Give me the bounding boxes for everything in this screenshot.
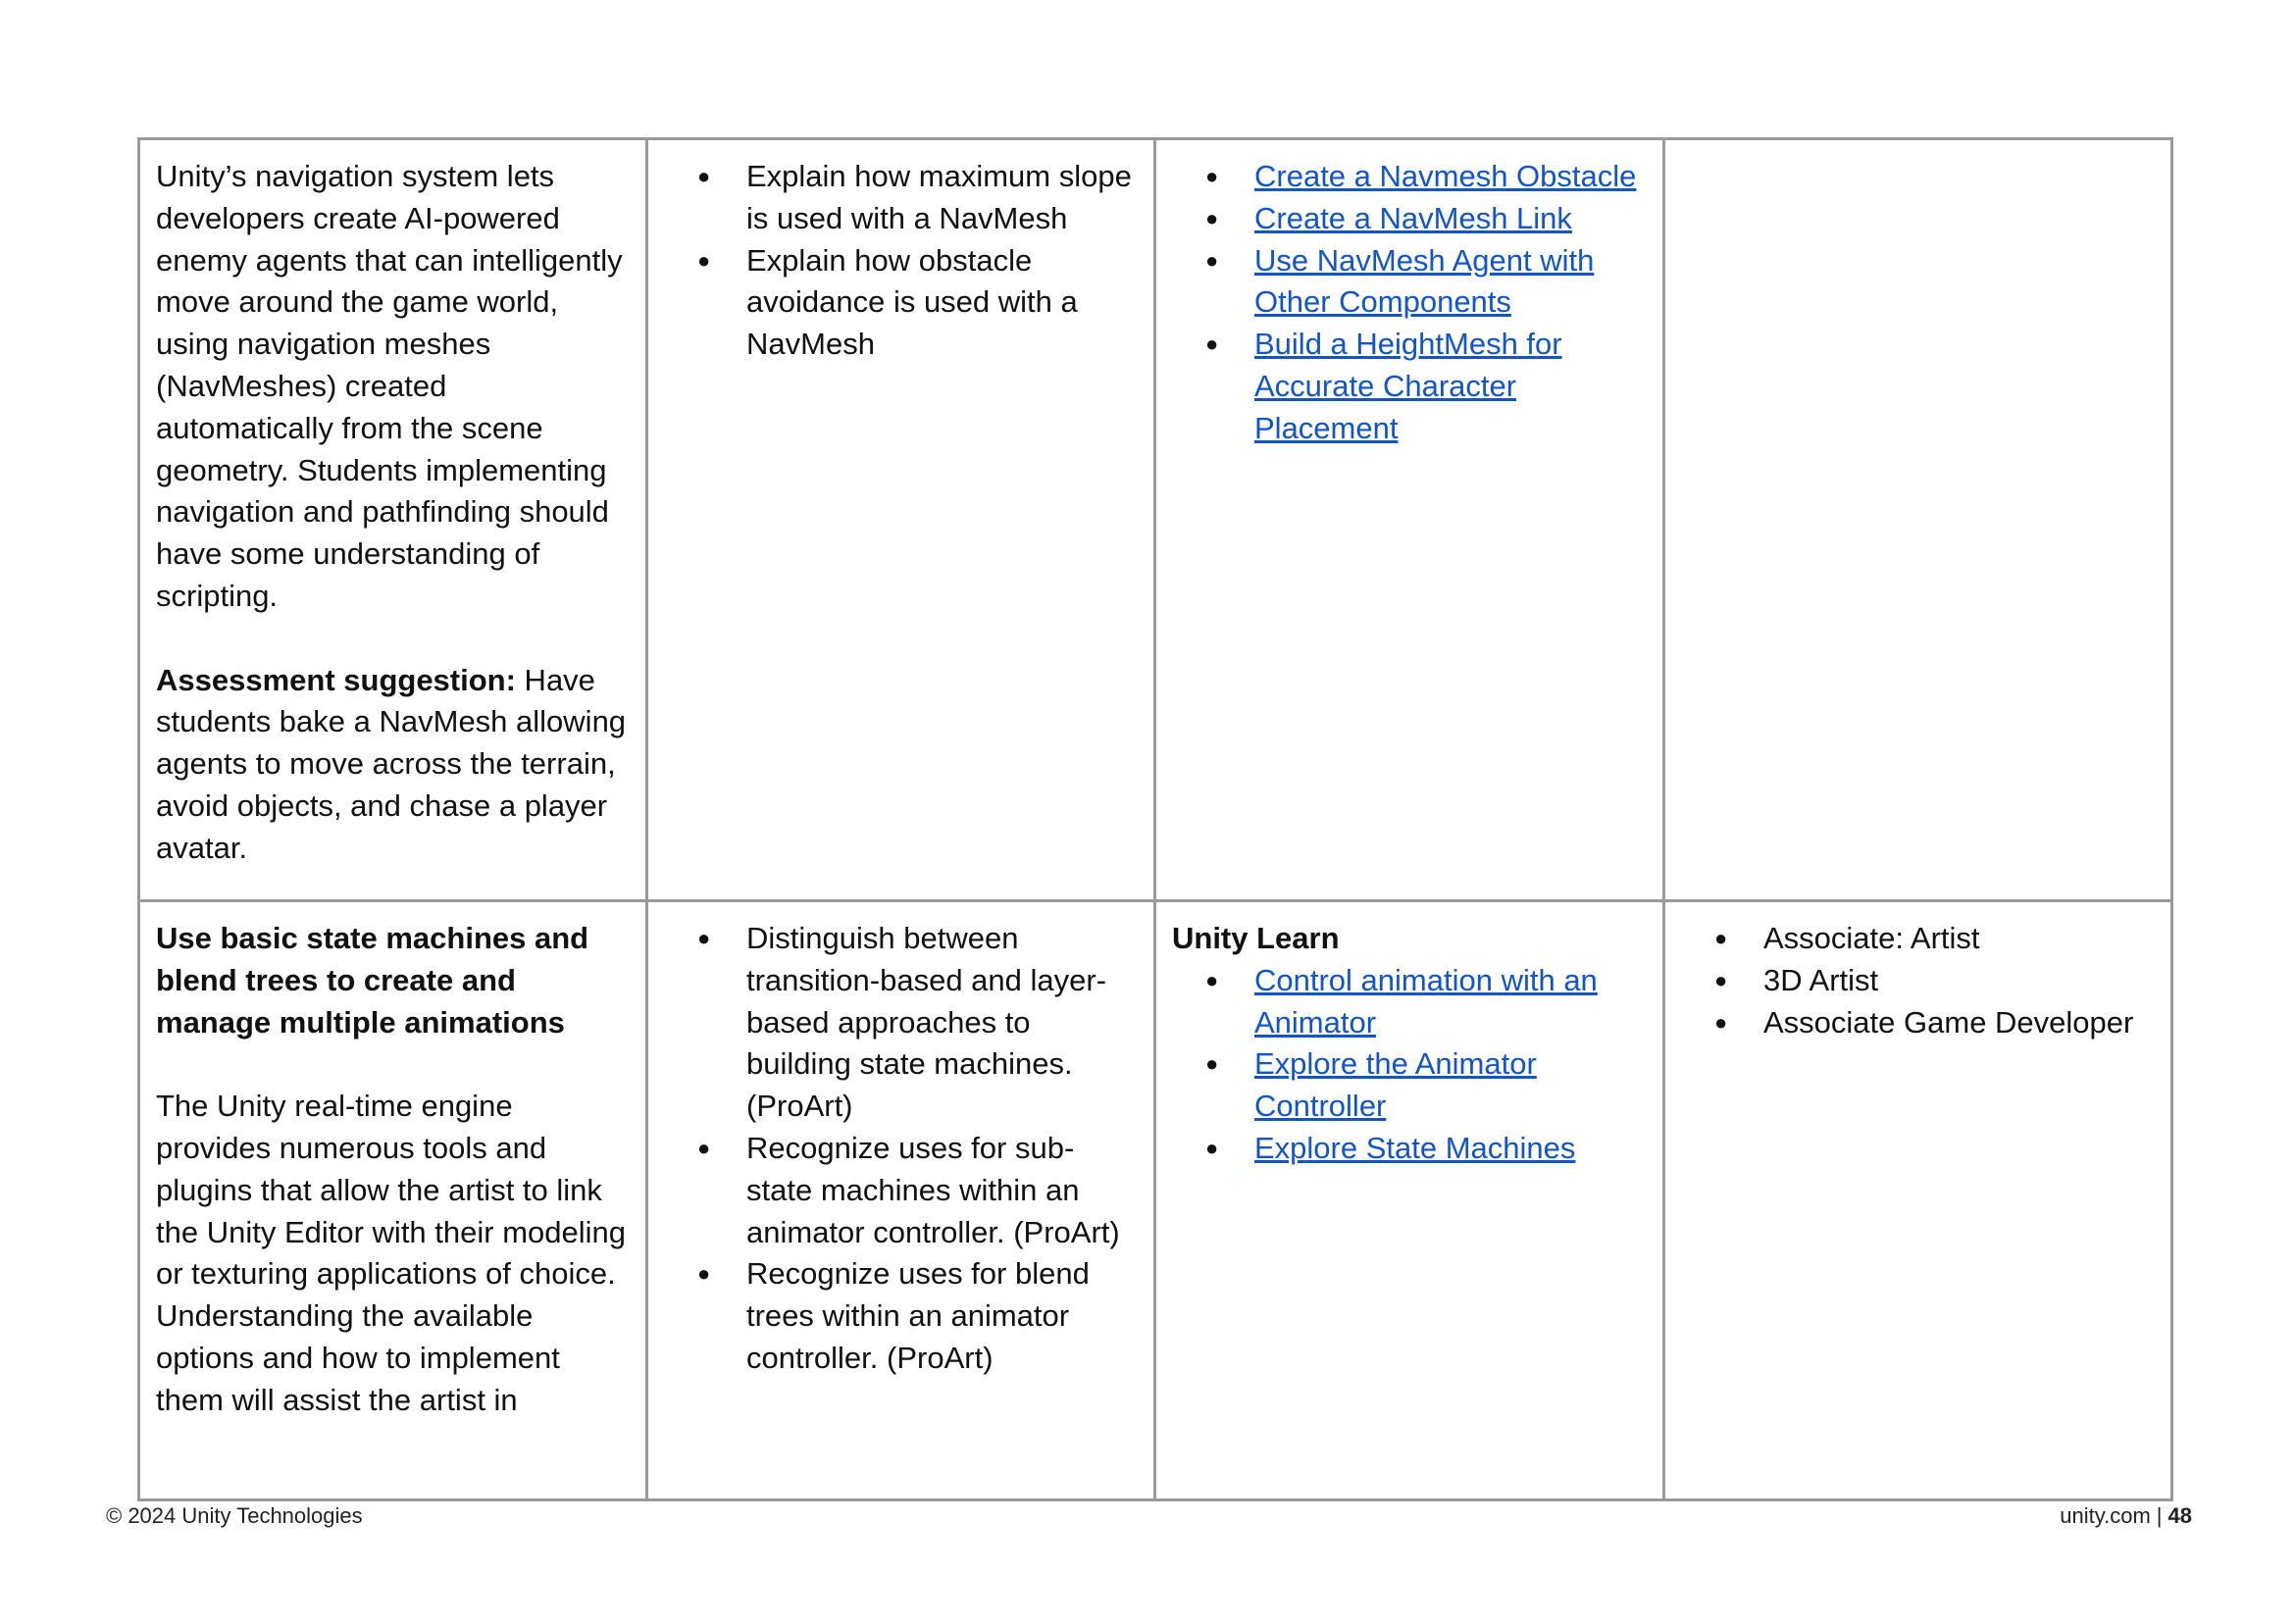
animation-roles-list: [1681, 918, 2155, 1043]
link-explore-state-machines[interactable]: Explore State Machines: [1254, 1130, 1576, 1165]
link-use-navmesh-agent[interactable]: Use NavMesh Agent with Other Components: [1254, 242, 1595, 320]
list-item: ● Explain how obstacle avoidance is used with a NavMesh: [746, 240, 1138, 366]
animation-objectives-list: [664, 918, 1138, 1380]
navigation-objectives-cell: [647, 139, 1155, 901]
table-row: [139, 901, 2172, 1500]
navigation-resources-cell: [1155, 139, 1664, 901]
link-create-navmesh-link[interactable]: Create a NavMesh Link: [1254, 200, 1572, 235]
footer-site: unity.com: [2060, 1503, 2151, 1528]
footer-separator: |: [2156, 1503, 2163, 1528]
table-row: [139, 139, 2172, 901]
animation-heading-text: Use basic state machines and blend trees to create and manage multiple animations: [156, 921, 589, 1040]
animation-roles-cell: [1664, 901, 2172, 1500]
list-item: ● Associate Game Developer: [1763, 1002, 2155, 1044]
page-number: 48: [2167, 1503, 2192, 1528]
link-control-animation[interactable]: Control animation with an Animator: [1254, 962, 1598, 1040]
assessment-label: Assessment suggestion:: [156, 662, 516, 697]
link-create-navmesh-obstacle[interactable]: Create a Navmesh Obstacle: [1254, 159, 1637, 193]
animation-objectives-cell: [647, 901, 1155, 1500]
animation-resources-cell: [1155, 901, 1664, 1500]
assessment-suggestion: [156, 660, 630, 870]
list-item: [1254, 156, 1647, 198]
list-item: [1254, 1043, 1647, 1128]
list-item: ● 3D Artist: [1763, 960, 2155, 1002]
list-item: ● Explain how maximum slope is used with a NavMesh: [746, 156, 1138, 240]
footer-page-info: [2060, 1503, 2192, 1529]
navigation-roles-cell: [1664, 139, 2172, 901]
list-item: ● Distinguish between transition-based and layer-based approaches to building state machines. (ProArt): [746, 918, 1138, 1128]
navigation-description-cell: [139, 139, 647, 901]
list-item: [1254, 198, 1647, 240]
animation-description: The Unity real-time engine provides numerous tools and plugins that allow the artist to link the Unity Editor with their modeling or texturing applications of choice. Understanding the available options and how to implement them will assist the artist in: [156, 1089, 627, 1417]
navigation-objectives-list: [664, 156, 1138, 366]
animation-heading: [156, 918, 630, 1043]
navigation-resources-list: [1172, 156, 1647, 450]
navigation-description: Unity’s navigation system lets developers create AI-powered enemy agents that can intelligently move around the game world, using navigation meshes (NavMeshes) created automatically from the scene geometry. Students implementing navigation and pathfinding should have some understanding of scripting.: [156, 159, 623, 613]
animation-description-cell: [139, 901, 647, 1500]
unity-learn-heading-text: Unity Learn: [1172, 921, 1340, 955]
list-item: [1254, 324, 1647, 449]
list-item: [1254, 240, 1647, 325]
list-item: [1254, 960, 1647, 1044]
curriculum-table: [137, 137, 2173, 1501]
assessment-text: Have students bake a NavMesh allowing agents to move across the terrain, avoid objects, and chase a player avatar.: [156, 662, 627, 865]
unity-learn-heading: [1172, 918, 1647, 960]
list-item: ● Recognize uses for blend trees within an animator controller. (ProArt): [746, 1253, 1138, 1379]
link-explore-animator-controller[interactable]: Explore the Animator Controller: [1254, 1046, 1537, 1124]
animation-resources-list: [1172, 960, 1647, 1170]
list-item: ● Recognize uses for sub-state machines within an animator controller. (ProArt): [746, 1128, 1138, 1253]
list-item: ● Associate: Artist: [1763, 918, 2155, 960]
list-item: [1254, 1128, 1647, 1170]
footer-copyright: © 2024 Unity Technologies: [106, 1503, 363, 1528]
link-build-heightmesh[interactable]: Build a HeightMesh for Accurate Character Placement: [1254, 327, 1562, 445]
